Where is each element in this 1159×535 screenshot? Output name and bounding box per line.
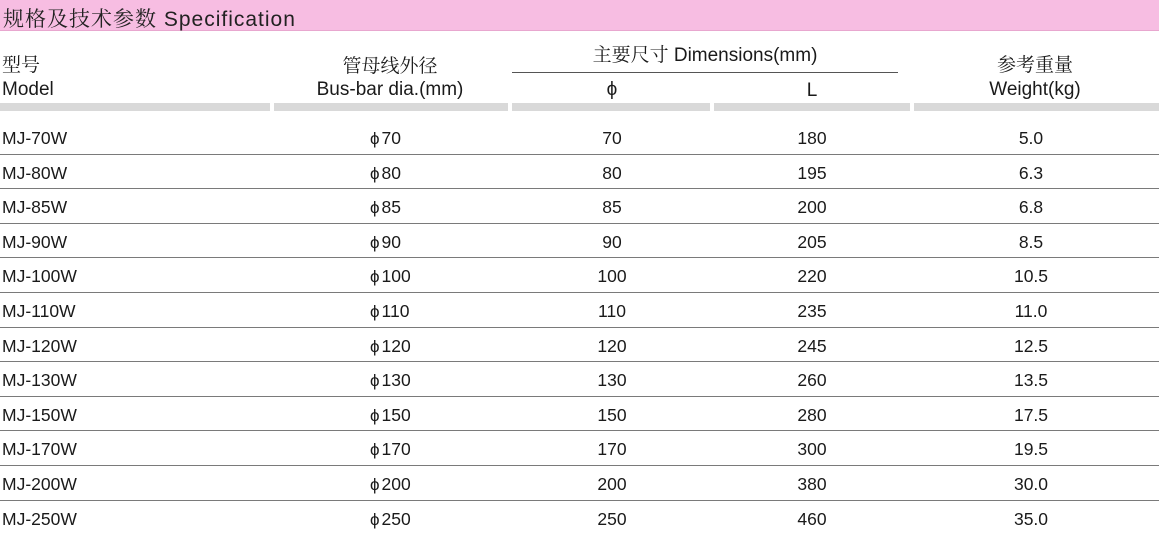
length-header: L [806,80,818,101]
busbar-header-en: Bus-bar dia.(mm) [316,79,464,100]
model-cell: MJ-70W [2,128,68,148]
weight-cell: 5.0 [1018,128,1044,148]
table-row [0,362,1159,397]
phi-symbol: ϕ [370,371,380,391]
phi-cell: 85 [602,197,622,218]
header-band [714,103,910,111]
phi-symbol: ϕ [370,163,380,183]
model-header-zh: 型号 [2,55,41,76]
table-row [0,466,1159,501]
table-row [0,431,1159,466]
phi-symbol: ϕ [370,232,380,252]
spec-banner [0,0,1159,31]
dimensions-divider [512,72,898,73]
phi-symbol: ϕ [370,474,380,494]
busbar-dia-value: 250 [381,508,411,529]
length-cell: 235 [797,300,827,321]
model-cell: MJ-130W [2,370,77,391]
dimensions-header: 主要尺寸 Dimensions(mm) [592,45,818,66]
table-row [0,224,1159,259]
busbar-dia-value: 70 [381,128,401,148]
busbar-dia-cell [370,197,401,218]
weight-cell: 17.5 [1013,404,1049,425]
length-cell: 300 [797,439,827,460]
busbar-dia-cell [370,336,411,357]
busbar-dia-cell [370,474,411,495]
busbar-header-zh: 管母线外径 [342,56,438,77]
busbar-dia-value: 150 [381,404,411,425]
phi-symbol: ϕ [370,267,380,287]
weight-cell: 11.0 [1014,300,1048,321]
busbar-dia-value: 90 [381,231,401,252]
table-row [0,397,1159,432]
model-cell: MJ-120W [2,335,77,356]
weight-cell: 30.0 [1013,473,1049,494]
weight-cell: 13.5 [1013,370,1049,391]
busbar-dia-value: 100 [381,266,411,287]
model-cell: MJ-110W [2,300,76,321]
spec-title: 规格及技术参数 Specification [3,8,296,31]
weight-cell: 12.5 [1013,335,1049,356]
length-cell: 380 [797,473,827,494]
table-row [0,293,1159,328]
weight-cell: 8.5 [1018,231,1044,252]
phi-cell: 120 [597,335,627,356]
phi-cell: 90 [602,231,622,252]
header-band [274,103,508,111]
table-row [0,501,1159,535]
weight-header-en: Weight(kg) [989,79,1081,100]
busbar-dia-value: 110 [381,300,410,321]
phi-cell: 250 [597,508,627,529]
length-cell: 245 [797,335,827,356]
table-row [0,328,1159,363]
busbar-dia-cell [370,370,411,391]
busbar-dia-cell [370,509,411,530]
phi-cell: 80 [602,162,622,183]
model-cell: MJ-100W [2,266,77,287]
phi-cell: 130 [597,370,627,391]
weight-header-zh: 参考重量 [996,55,1073,76]
phi-symbol: ϕ [370,509,380,529]
weight-cell: 6.8 [1018,197,1044,218]
busbar-dia-value: 170 [381,439,411,460]
table-row [0,155,1159,190]
phi-cell: 110 [598,300,626,321]
length-cell: 195 [797,162,827,183]
busbar-dia-value: 130 [381,370,411,391]
model-cell: MJ-200W [2,473,77,494]
header-band [914,103,1159,111]
busbar-dia-value: 80 [381,162,401,183]
busbar-dia-value: 200 [381,473,411,494]
phi-symbol: ϕ [370,198,380,218]
phi-symbol: ϕ [370,129,380,148]
model-cell: MJ-85W [2,197,68,218]
length-cell: 205 [797,231,827,252]
busbar-dia-value: 120 [381,335,411,356]
length-cell: 220 [797,266,827,287]
phi-symbol: ϕ [370,440,380,460]
spec-table-body [0,120,1159,535]
busbar-dia-cell [370,128,401,149]
length-cell: 200 [797,197,827,218]
phi-cell: 70 [602,128,622,148]
busbar-dia-value: 85 [381,197,401,218]
header-band [512,103,710,111]
phi-symbol: ϕ [370,405,380,425]
busbar-dia-cell [370,232,401,253]
model-cell: MJ-170W [2,439,77,460]
table-row [0,120,1159,155]
model-cell: MJ-90W [2,231,68,252]
length-cell: 280 [797,404,827,425]
phi-symbol: ϕ [370,301,380,321]
phi-cell: 170 [597,439,627,460]
phi-symbol: ϕ [370,336,380,356]
length-cell: 180 [797,128,827,148]
table-row [0,189,1159,224]
busbar-dia-cell [370,405,411,426]
phi-header: ϕ [606,79,618,100]
weight-cell: 35.0 [1013,508,1049,529]
busbar-dia-cell [370,301,409,322]
phi-cell: 100 [597,266,627,287]
table-row [0,258,1159,293]
weight-cell: 10.5 [1013,266,1049,287]
weight-cell: 6.3 [1018,162,1044,183]
weight-cell: 19.5 [1013,439,1049,460]
model-cell: MJ-250W [2,508,77,529]
busbar-dia-cell [370,439,411,460]
phi-cell: 200 [597,473,627,494]
model-cell: MJ-80W [2,162,68,183]
length-cell: 460 [797,508,827,529]
phi-cell: 150 [597,404,627,425]
busbar-dia-cell [370,266,411,287]
length-cell: 260 [797,370,827,391]
header-band [0,103,270,111]
model-header-en: Model [2,79,54,100]
model-cell: MJ-150W [2,404,77,425]
busbar-dia-cell [370,163,401,184]
